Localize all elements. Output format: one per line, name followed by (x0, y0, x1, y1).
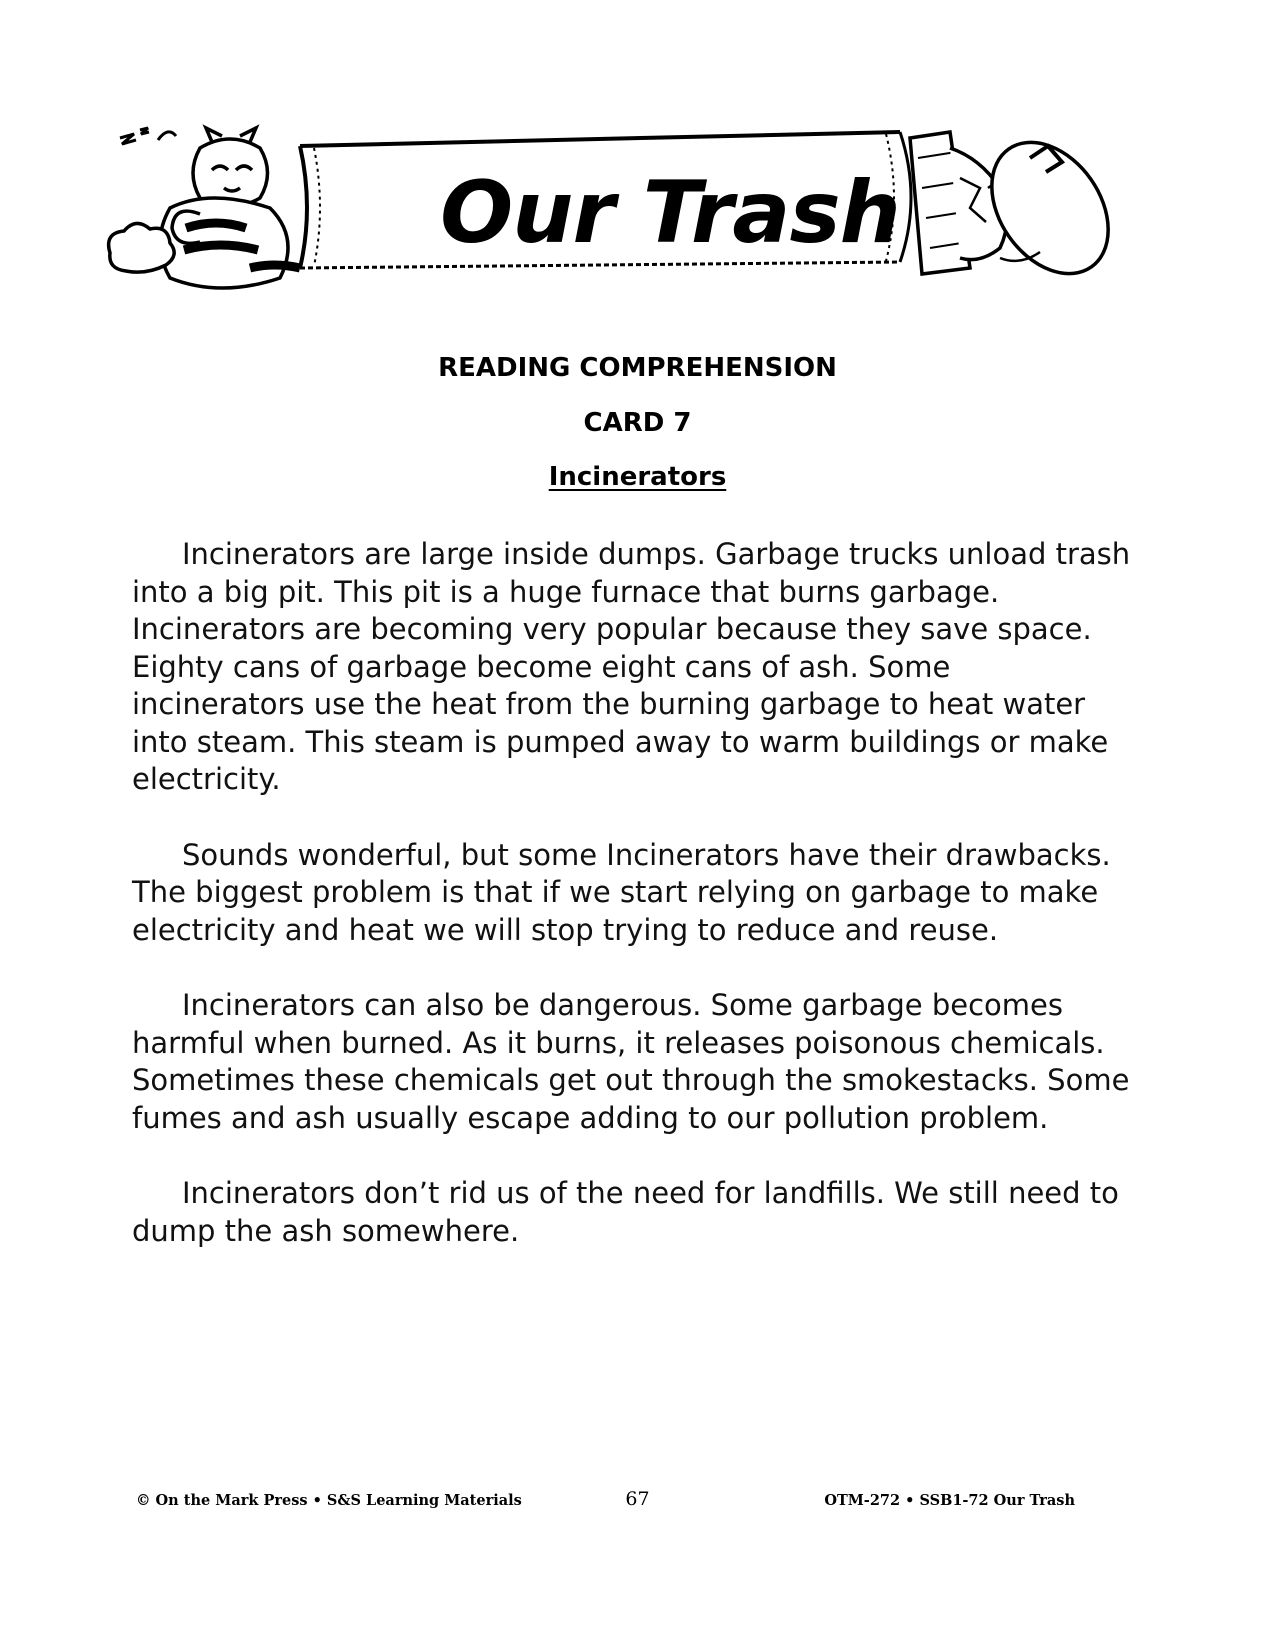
cartoon-raccoon-icon (109, 128, 300, 288)
title-banner (100, 118, 1140, 308)
paragraph-4: Incinerators don’t rid us of the need for landfills. We still need to dump the ash somewhere. (132, 1176, 1119, 1248)
card-heading: CARD 7 (583, 408, 692, 438)
topic-heading: Incinerators (548, 462, 727, 492)
section-heading: READING COMPREHENSION (438, 353, 837, 383)
paragraph-3: Incinerators can also be dangerous. Some garbage becomes harmful when burned. As it burns, it releases poisonous chemicals. Sometimes these chemicals get out through the smokestacks. Some fumes and ash usually escape adding to our pollution problem. (132, 988, 1130, 1135)
paragraph-2: Sounds wonderful, but some Incinerators have their drawbacks. The biggest problem is that if we start relying on garbage to make electricity and heat we will stop trying to reduce and reuse. (132, 837, 1111, 947)
paragraph-1: Incinerators are large inside dumps. Garbage trucks unload trash into a big pit. This pit is a huge furnace that burns garbage. Incinerators are becoming very popular because they save space. Eighty cans of garbage become eight cans of ash. Some incinerators use the heat from the burning garbage to heat water into steam. This steam is pumped away to warm buildings or make electricity. (132, 537, 1131, 796)
article-body (132, 536, 1132, 1288)
trash-can-icon (910, 120, 1132, 295)
page-title: Our Trash (440, 163, 900, 263)
sleep-z-icon (120, 128, 176, 144)
footer-copyright: © On the Mark Press • S&S Learning Materials (136, 1492, 522, 1509)
page-number: 67 (625, 1488, 650, 1510)
footer-product-code: OTM-272 • SSB1-72 Our Trash (824, 1492, 1075, 1509)
